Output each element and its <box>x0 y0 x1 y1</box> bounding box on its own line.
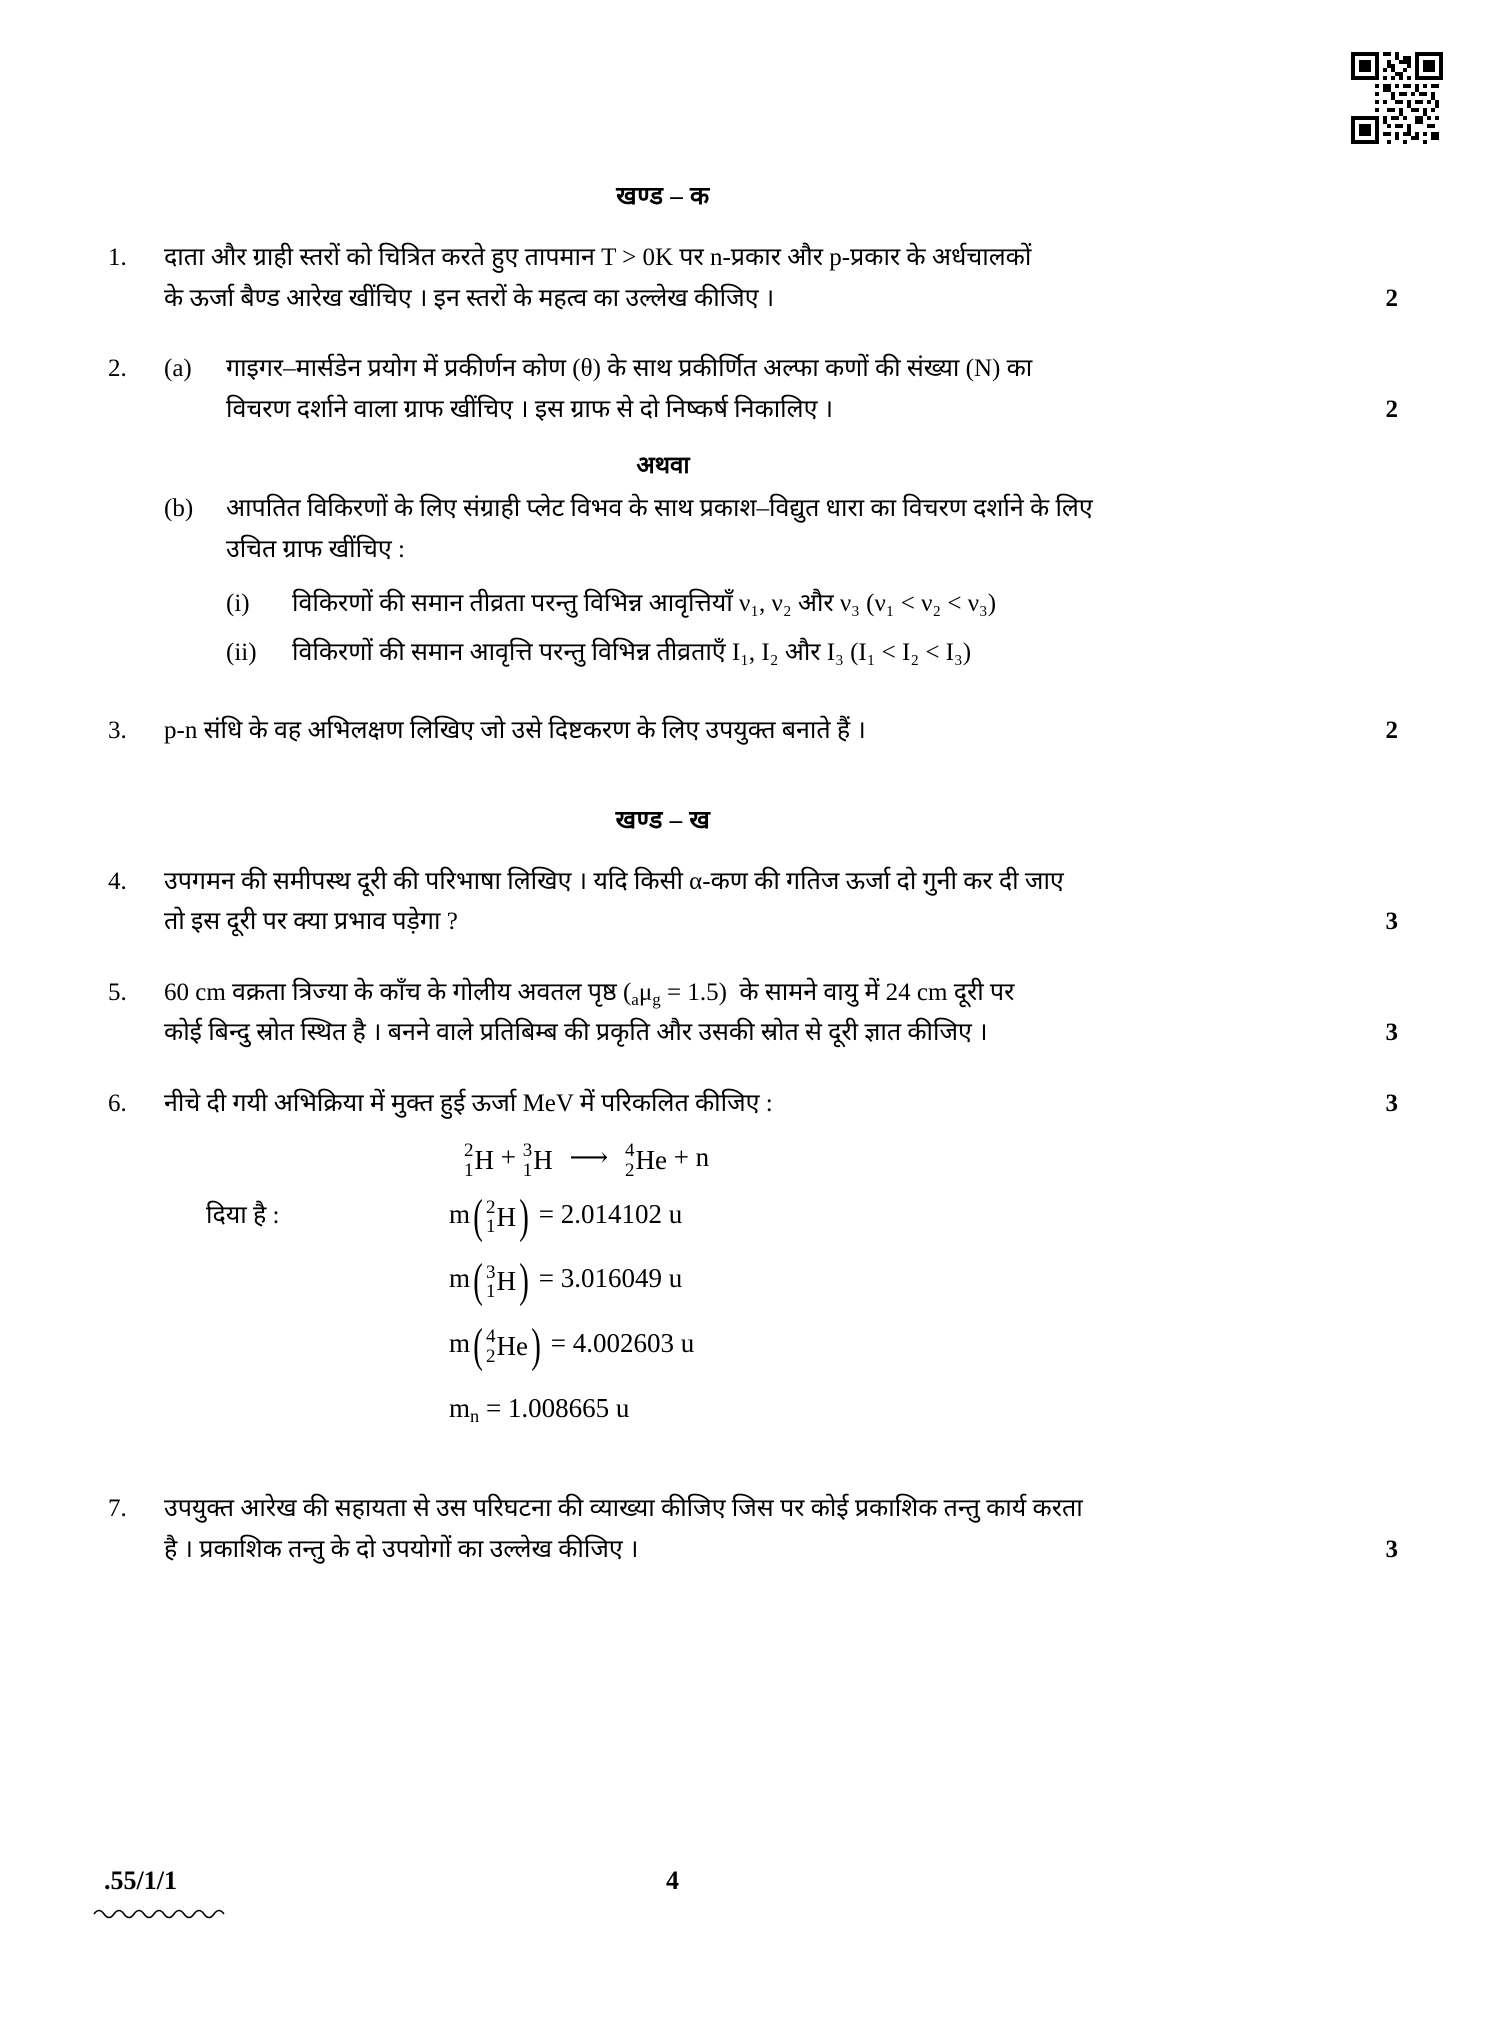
given-row-1 <box>164 1189 1338 1243</box>
question-1-line-1: दाता और ग्राही स्तरों को चित्रित करते हुए तापमान T > 0K पर n-प्रकार और p-प्रकार के अर्धचालकों <box>164 244 1032 271</box>
question-3-marks: 2 <box>1385 717 1398 744</box>
question-5-marks: 3 <box>1385 1019 1398 1046</box>
question-7-marks: 3 <box>1385 1535 1398 1563</box>
given-mass-tritium: m( 3 1 H) = 3.016049 u <box>449 1254 683 1308</box>
reactant1-atomic-number: 1 <box>464 1159 474 1181</box>
q2bii-symbols: I₁, I₂ और I₃ (I₁ < I₂ < I₃) <box>731 638 972 666</box>
given2-nuclide <box>486 1258 516 1304</box>
product1-atomic-number: 2 <box>624 1159 635 1181</box>
given1-indices <box>486 1198 496 1237</box>
question-2-part-a <box>164 349 1338 430</box>
equation-plus-1: + <box>500 1142 516 1172</box>
section-b-heading: खण्ड – ख <box>615 806 711 834</box>
paren-open-3: ( <box>473 1318 483 1372</box>
page-number: 4 <box>666 1866 679 1895</box>
question-5-body <box>164 973 1338 1054</box>
q2bi-body <box>164 584 1338 625</box>
question-6-number: 6. <box>108 1089 127 1117</box>
question-2a-line-1: गाइगर–मार्सडेन प्रयोग में प्रकीर्णन कोण (θ) के साथ प्रकीर्णित अल्फा कणों की संख्या (N) का <box>226 355 1033 382</box>
question-2b-item-i <box>226 584 1338 625</box>
reactant2-mass-number: 3 <box>522 1140 533 1162</box>
question-3 <box>108 711 1398 752</box>
given2-indices <box>486 1263 496 1302</box>
given3-value: = 4.002603 u <box>550 1327 695 1358</box>
squiggle-underline-icon <box>92 1906 232 1922</box>
paren-open-1: ( <box>473 1189 483 1243</box>
given-mass-neutron: $m_n = 1.008665$ u <box>449 1392 630 1426</box>
paren-close-2: ) <box>519 1254 529 1308</box>
question-2b-item-i-tag: (i) <box>226 590 250 617</box>
question-2b-item-i-row <box>108 584 1398 625</box>
question-5-line-1: 60 cm वक्रता त्रिज्या के काँच के गोलीय अवतल पृष्ठ $(_a\mu_g = 1.5)$ के सामने वायु में 24 cm दूरी पर <box>164 978 1015 1009</box>
q2bii-hindi: विकिरणों की समान आवृत्ति परन्तु विभिन्न तीव्रताएँ <box>292 638 732 666</box>
given-row-3 <box>164 1318 1338 1372</box>
question-2-marks: 2 <box>1385 395 1398 423</box>
question-7-line-2: है । प्रकाशिक तन्तु के दो उपयोगों का उल्लेख कीजिए । <box>164 1535 639 1563</box>
given1-mass-number: 2 <box>486 1197 496 1219</box>
equation-plus-2: + <box>673 1142 689 1172</box>
given3-symbol: He <box>496 1330 528 1361</box>
given1-nuclide <box>486 1194 516 1240</box>
question-2b-item-i-text <box>292 584 1338 625</box>
question-6-marks: 3 <box>1385 1089 1398 1117</box>
paren-close-3: ) <box>531 1318 541 1372</box>
given-row-4 <box>164 1387 1338 1432</box>
reactant2-indices <box>523 1141 533 1180</box>
question-4-body <box>164 862 1338 943</box>
question-7-line-1: उपयुक्त आरेख की सहायता से उस परिघटना की व्याख्या कीजिए जिस पर कोई प्रकाशिक तन्तु कार्य करता <box>164 1495 1083 1523</box>
given-row-2 <box>164 1254 1338 1308</box>
question-7 <box>108 1489 1398 1570</box>
paper-code: .55/1/1 <box>104 1866 177 1895</box>
given3-mass-number: 4 <box>486 1326 496 1348</box>
q2bi-symbols: ν₁, ν₂ और ν₃ (ν₁ < ν₂ < ν₃) <box>739 590 997 617</box>
question-1-marks: 2 <box>1385 284 1398 312</box>
given2-atomic-number: 1 <box>486 1281 496 1303</box>
reactant-deuterium <box>464 1137 494 1183</box>
reactant1-mass-number: 2 <box>464 1140 474 1162</box>
question-2-part-a-text <box>226 349 1338 430</box>
given1-atomic-number: 1 <box>486 1216 496 1238</box>
question-2-body <box>164 349 1338 430</box>
question-5 <box>108 973 1398 1054</box>
question-3-body <box>164 711 1338 752</box>
question-5-line-2: कोई बिन्दु स्रोत स्थित है । बनने वाले प्रतिबिम्ब की प्रकृति और उसकी स्रोत से दूरी ज्ञात कीजिए । <box>164 1019 988 1046</box>
paren-close-1: ) <box>519 1189 529 1243</box>
question-7-number: 7. <box>108 1495 127 1523</box>
question-4-number: 4. <box>108 867 127 895</box>
q2bii-body <box>164 633 1338 674</box>
question-2b-item-ii-row <box>108 633 1398 674</box>
paren-open-2: ( <box>473 1254 483 1308</box>
given-mass-deuterium: m( 2 1 H) = 2.014102 u <box>449 1189 683 1243</box>
question-2 <box>108 349 1398 430</box>
question-2-part-b-block <box>108 489 1398 570</box>
reactant2-atomic-number: 1 <box>522 1159 533 1181</box>
given2-mass-number: 3 <box>486 1261 496 1283</box>
question-2b-line-2: उचित ग्राफ खींचिए : <box>226 535 405 563</box>
given-label: दिया है : <box>206 1201 280 1229</box>
reactant-tritium <box>523 1137 553 1183</box>
question-2a-line-2: विचरण दर्शाने वाला ग्राफ खींचिए । इस ग्राफ से दो निष्कर्ष निकालिए । <box>226 395 834 423</box>
section-a-heading: खण्ड – क <box>616 183 710 210</box>
question-1-body <box>164 238 1338 319</box>
product1-indices <box>625 1141 635 1180</box>
given2-value: = 3.016049 u <box>538 1263 683 1294</box>
given-mass-helium: m( 4 2 He) = 4.002603 u <box>449 1318 695 1372</box>
question-2-part-b-tag: (b) <box>164 495 194 522</box>
given3-indices <box>486 1327 496 1366</box>
question-content <box>108 178 1398 1570</box>
reactant1-symbol: H <box>474 1144 494 1175</box>
or-separator: अथवा <box>636 453 690 479</box>
qr-code-icon <box>1351 52 1443 144</box>
given3-nuclide <box>486 1323 528 1369</box>
reactant1-indices <box>464 1141 474 1180</box>
reaction-arrow-icon: ⟶ <box>569 1142 609 1172</box>
reactant2-symbol: H <box>533 1144 553 1175</box>
given1-symbol: H <box>496 1201 516 1232</box>
q2bi-hindi: विकिरणों की समान तीव्रता परन्तु विभिन्न आवृत्तियाँ <box>292 590 740 617</box>
question-7-body <box>164 1489 1338 1570</box>
product-helium <box>625 1137 667 1183</box>
question-4-line-1: उपगमन की समीपस्थ दूरी की परिभाषा लिखिए । यदि किसी α-कण की गतिज ऊर्जा दो गुनी कर दी जाए <box>164 867 1064 895</box>
question-6 <box>108 1084 1398 1450</box>
question-3-line-1: p-n संधि के वह अभिलक्षण लिखिए जो उसे दिष्टकरण के लिए उपयुक्त बनाते हैं । <box>164 717 866 744</box>
question-4 <box>108 862 1398 943</box>
question-2-part-b <box>164 489 1338 570</box>
question-4-marks: 3 <box>1385 908 1398 935</box>
question-2b-line-1: आपतित विकिरणों के लिए संग्राही प्लेट विभव के साथ प्रकाश–विद्युत धारा का विचरण दर्शाने के लिए <box>226 495 1093 522</box>
question-2-part-b-text <box>226 489 1338 570</box>
product1-mass-number: 4 <box>624 1140 635 1162</box>
question-6-line-1: नीचे दी गयी अभिक्रिया में मुक्त हुई ऊर्जा MeV में परिकलित कीजिए : <box>164 1089 773 1117</box>
question-2b-item-ii-tag: (ii) <box>226 638 257 666</box>
question-2b-item-ii <box>226 633 1338 674</box>
page-footer <box>0 1866 1505 1926</box>
question-1-line-2: के ऊर्जा बैण्ड आरेख खींचिए । इन स्तरों के महत्व का उल्लेख कीजिए । <box>164 284 775 312</box>
question-3-number: 3. <box>108 717 127 744</box>
question-5-number: 5. <box>108 978 127 1006</box>
question-6-body <box>164 1084 1338 1450</box>
question-2b-item-ii-text <box>292 633 1338 674</box>
given1-value: = 2.014102 u <box>538 1198 683 1229</box>
product-neutron: n <box>695 1142 710 1172</box>
given3-atomic-number: 2 <box>486 1345 496 1367</box>
nuclear-reaction-equation <box>164 1136 1338 1183</box>
question-1 <box>108 238 1398 319</box>
question-1-number: 1. <box>108 244 127 271</box>
given2-symbol: H <box>496 1266 516 1297</box>
question-2b-body <box>164 489 1338 570</box>
question-4-line-2: तो इस दूरी पर क्या प्रभाव पड़ेगा ? <box>164 908 458 935</box>
question-2-number: 2. <box>108 355 127 382</box>
given-values-block <box>164 1189 1338 1432</box>
question-2-part-a-tag: (a) <box>164 355 192 382</box>
product1-symbol: He <box>635 1144 667 1175</box>
